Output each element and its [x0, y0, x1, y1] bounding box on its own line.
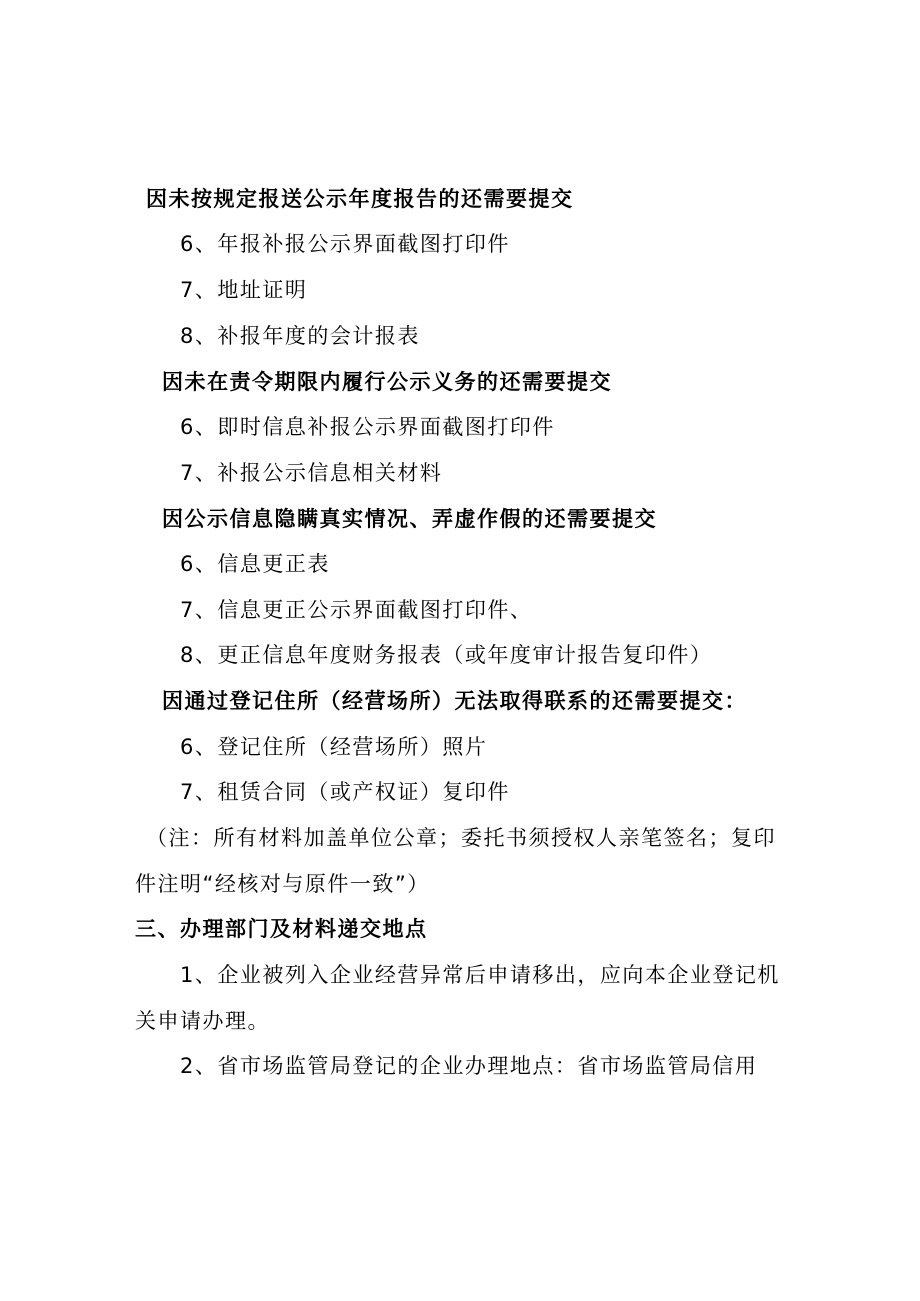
list-item: 8、更正信息年度财务报表（或年度审计报告复印件） [180, 643, 713, 667]
section-three-para1-line2: 关申请办理。 [135, 1009, 270, 1033]
list-item: 6、登记住所（经营场所）照片 [180, 735, 488, 759]
list-item: 7、补报公示信息相关材料 [180, 461, 443, 485]
list-item: 7、信息更正公示界面截图打印件、 [180, 598, 533, 622]
section-heading-annual-report: 因未按规定报送公示年度报告的还需要提交 [146, 187, 574, 211]
section-three-para1-line1: 1、企业被列入企业经营异常后申请移出，应向本企业登记机 [180, 963, 780, 987]
section-three-para2-line1: 2、省市场监管局登记的企业办理地点：省市场监管局信用 [180, 1054, 758, 1078]
note-line-1: （注：所有材料加盖单位公章；委托书须授权人亲笔签名；复印 [146, 826, 776, 850]
list-item: 7、地址证明 [180, 278, 308, 302]
note-line-2: 件注明“经核对与原件一致”） [135, 872, 430, 896]
list-item: 8、补报年度的会计报表 [180, 324, 420, 348]
list-item: 6、即时信息补报公示界面截图打印件 [180, 415, 555, 439]
list-item: 6、年报补报公示界面截图打印件 [180, 232, 510, 256]
section-heading-false-info: 因公示信息隐瞒真实情况、弄虚作假的还需要提交 [162, 507, 657, 531]
section-three-heading: 三、办理部门及材料递交地点 [135, 917, 428, 941]
list-item: 7、租赁合同（或产权证）复印件 [180, 780, 510, 804]
section-heading-unreachable: 因通过登记住所（经营场所）无法取得联系的还需要提交： [162, 689, 747, 713]
list-item: 6、信息更正表 [180, 552, 330, 576]
section-heading-ordered-period: 因未在责令期限内履行公示义务的还需要提交 [162, 370, 612, 394]
